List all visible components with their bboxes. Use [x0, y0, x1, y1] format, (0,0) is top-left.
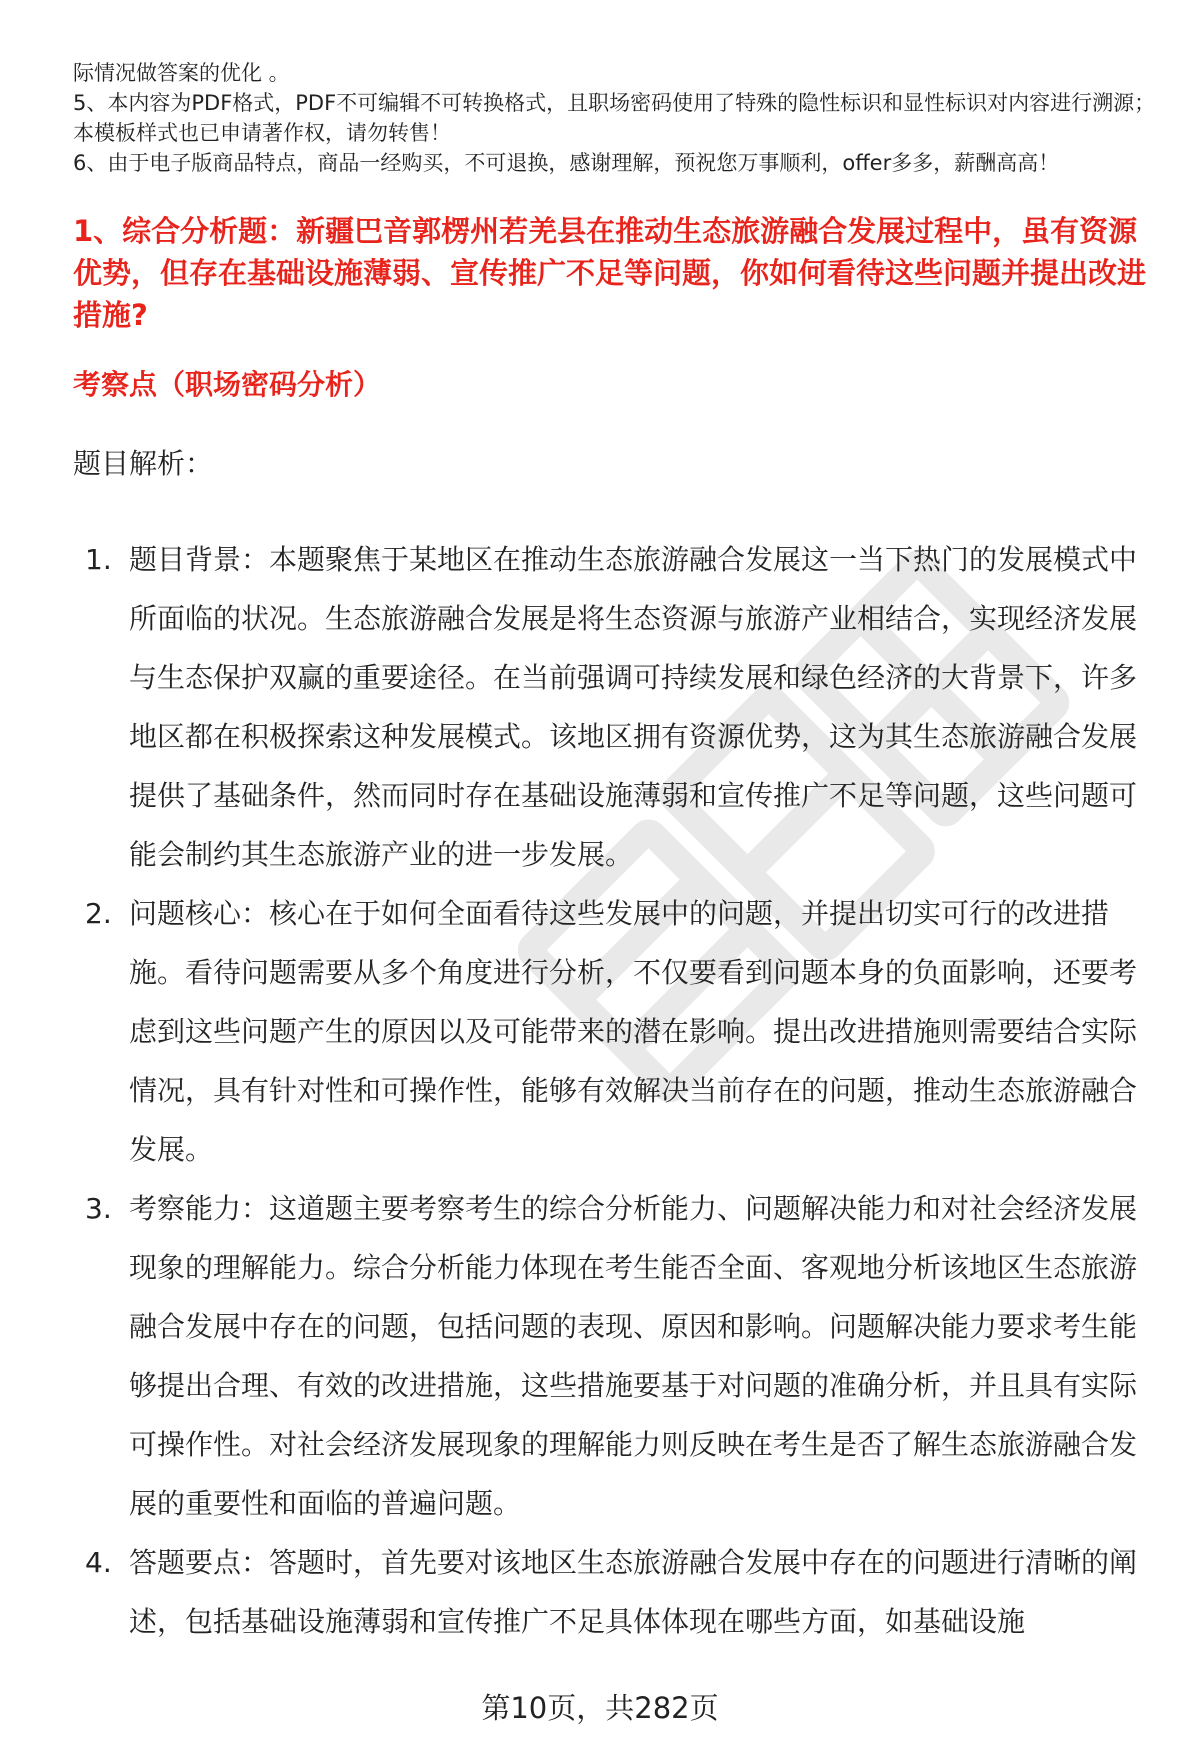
list-item-text: 问题核心：核心在于如何全面看待这些发展中的问题，并提出切实可行的改进措施。看待问题需要从多个角度进行分析，不仅要看到问题本身的负面影响，还要考虑到这些问题产生的原因以及可能带来的潜在影响。提出改进措施则需要结合实际情况，具有针对性和可操作性，能够有效解决当前存在的问题，推动生态旅游融合发展。 — [129, 897, 1138, 1166]
note-line: 5、本内容为PDF格式，PDF不可编辑不可转换格式，且职场密码使用了特殊的隐性标识和显性标识对内容进行溯源；本模板样式也已申请著作权，请勿转售！ — [73, 91, 1156, 145]
list-item-text: 题目背景：本题聚焦于某地区在推动生态旅游融合发展这一当下热门的发展模式中所面临的状况。生态旅游融合发展是将生态资源与旅游产业相结合，实现经济发展与生态保护双赢的重要途径。在当前强调可持续发展和绿色经济的大背景下，许多地区都在积极探索这种发展模式。该地区拥有资源优势，这为其生态旅游融合发展提供了基础条件，然而同时存在基础设施薄弱和宣传推广不足等问题，这些问题可能会制约其生态旅游产业的进一步发展。 — [129, 543, 1138, 871]
list-item-number: 1. — [85, 543, 112, 576]
page-footer: 第10页，共282页 — [481, 1691, 719, 1725]
list-item-text: 考察能力：这道题主要考察考生的综合分析能力、问题解决能力和对社会经济发展现象的理解能力。综合分析能力体现在考生能否全面、客观地分析该地区生态旅游融合发展中存在的问题，包括问题的表现、原因和影响。问题解决能力要求考生能够提出合理、有效的改进措施，这些措施要基于对问题的准确分析，并且具有实际可操作性。对社会经济发展现象的理解能力则反映在考生是否了解生态旅游融合发展的重要性和面临的普遍问题。 — [129, 1192, 1138, 1520]
list-item-number: 3. — [85, 1192, 112, 1225]
list-item — [73, 1533, 1148, 1651]
list-item-number: 2. — [85, 897, 112, 930]
list-item — [73, 530, 1148, 884]
top-notes — [73, 58, 1163, 178]
note-line: 6、由于电子版商品特点，商品一经购买，不可退换，感谢理解，预祝您万事顺利，offer多多，薪酬高高！ — [73, 151, 1060, 175]
analysis-list — [73, 530, 1148, 1651]
list-item-text: 答题要点：答题时，首先要对该地区生态旅游融合发展中存在的问题进行清晰的阐述，包括基础设施薄弱和宣传推广不足具体体现在哪些方面，如基础设施 — [129, 1546, 1138, 1638]
list-item — [73, 1179, 1148, 1533]
note-line: 际情况做答案的优化 。 — [73, 61, 290, 85]
sub-title: 题目解析： — [73, 447, 214, 480]
question-heading: 1、综合分析题：新疆巴音郭楞州若羌县在推动生态旅游融合发展过程中，虽有资源优势，但存在基础设施薄弱、宣传推广不足等问题，你如何看待这些问题并提出改进措施? — [73, 214, 1147, 332]
section-title: 考察点（职场密码分析） — [73, 368, 382, 401]
list-item-number: 4. — [85, 1546, 112, 1579]
list-item — [73, 884, 1148, 1179]
